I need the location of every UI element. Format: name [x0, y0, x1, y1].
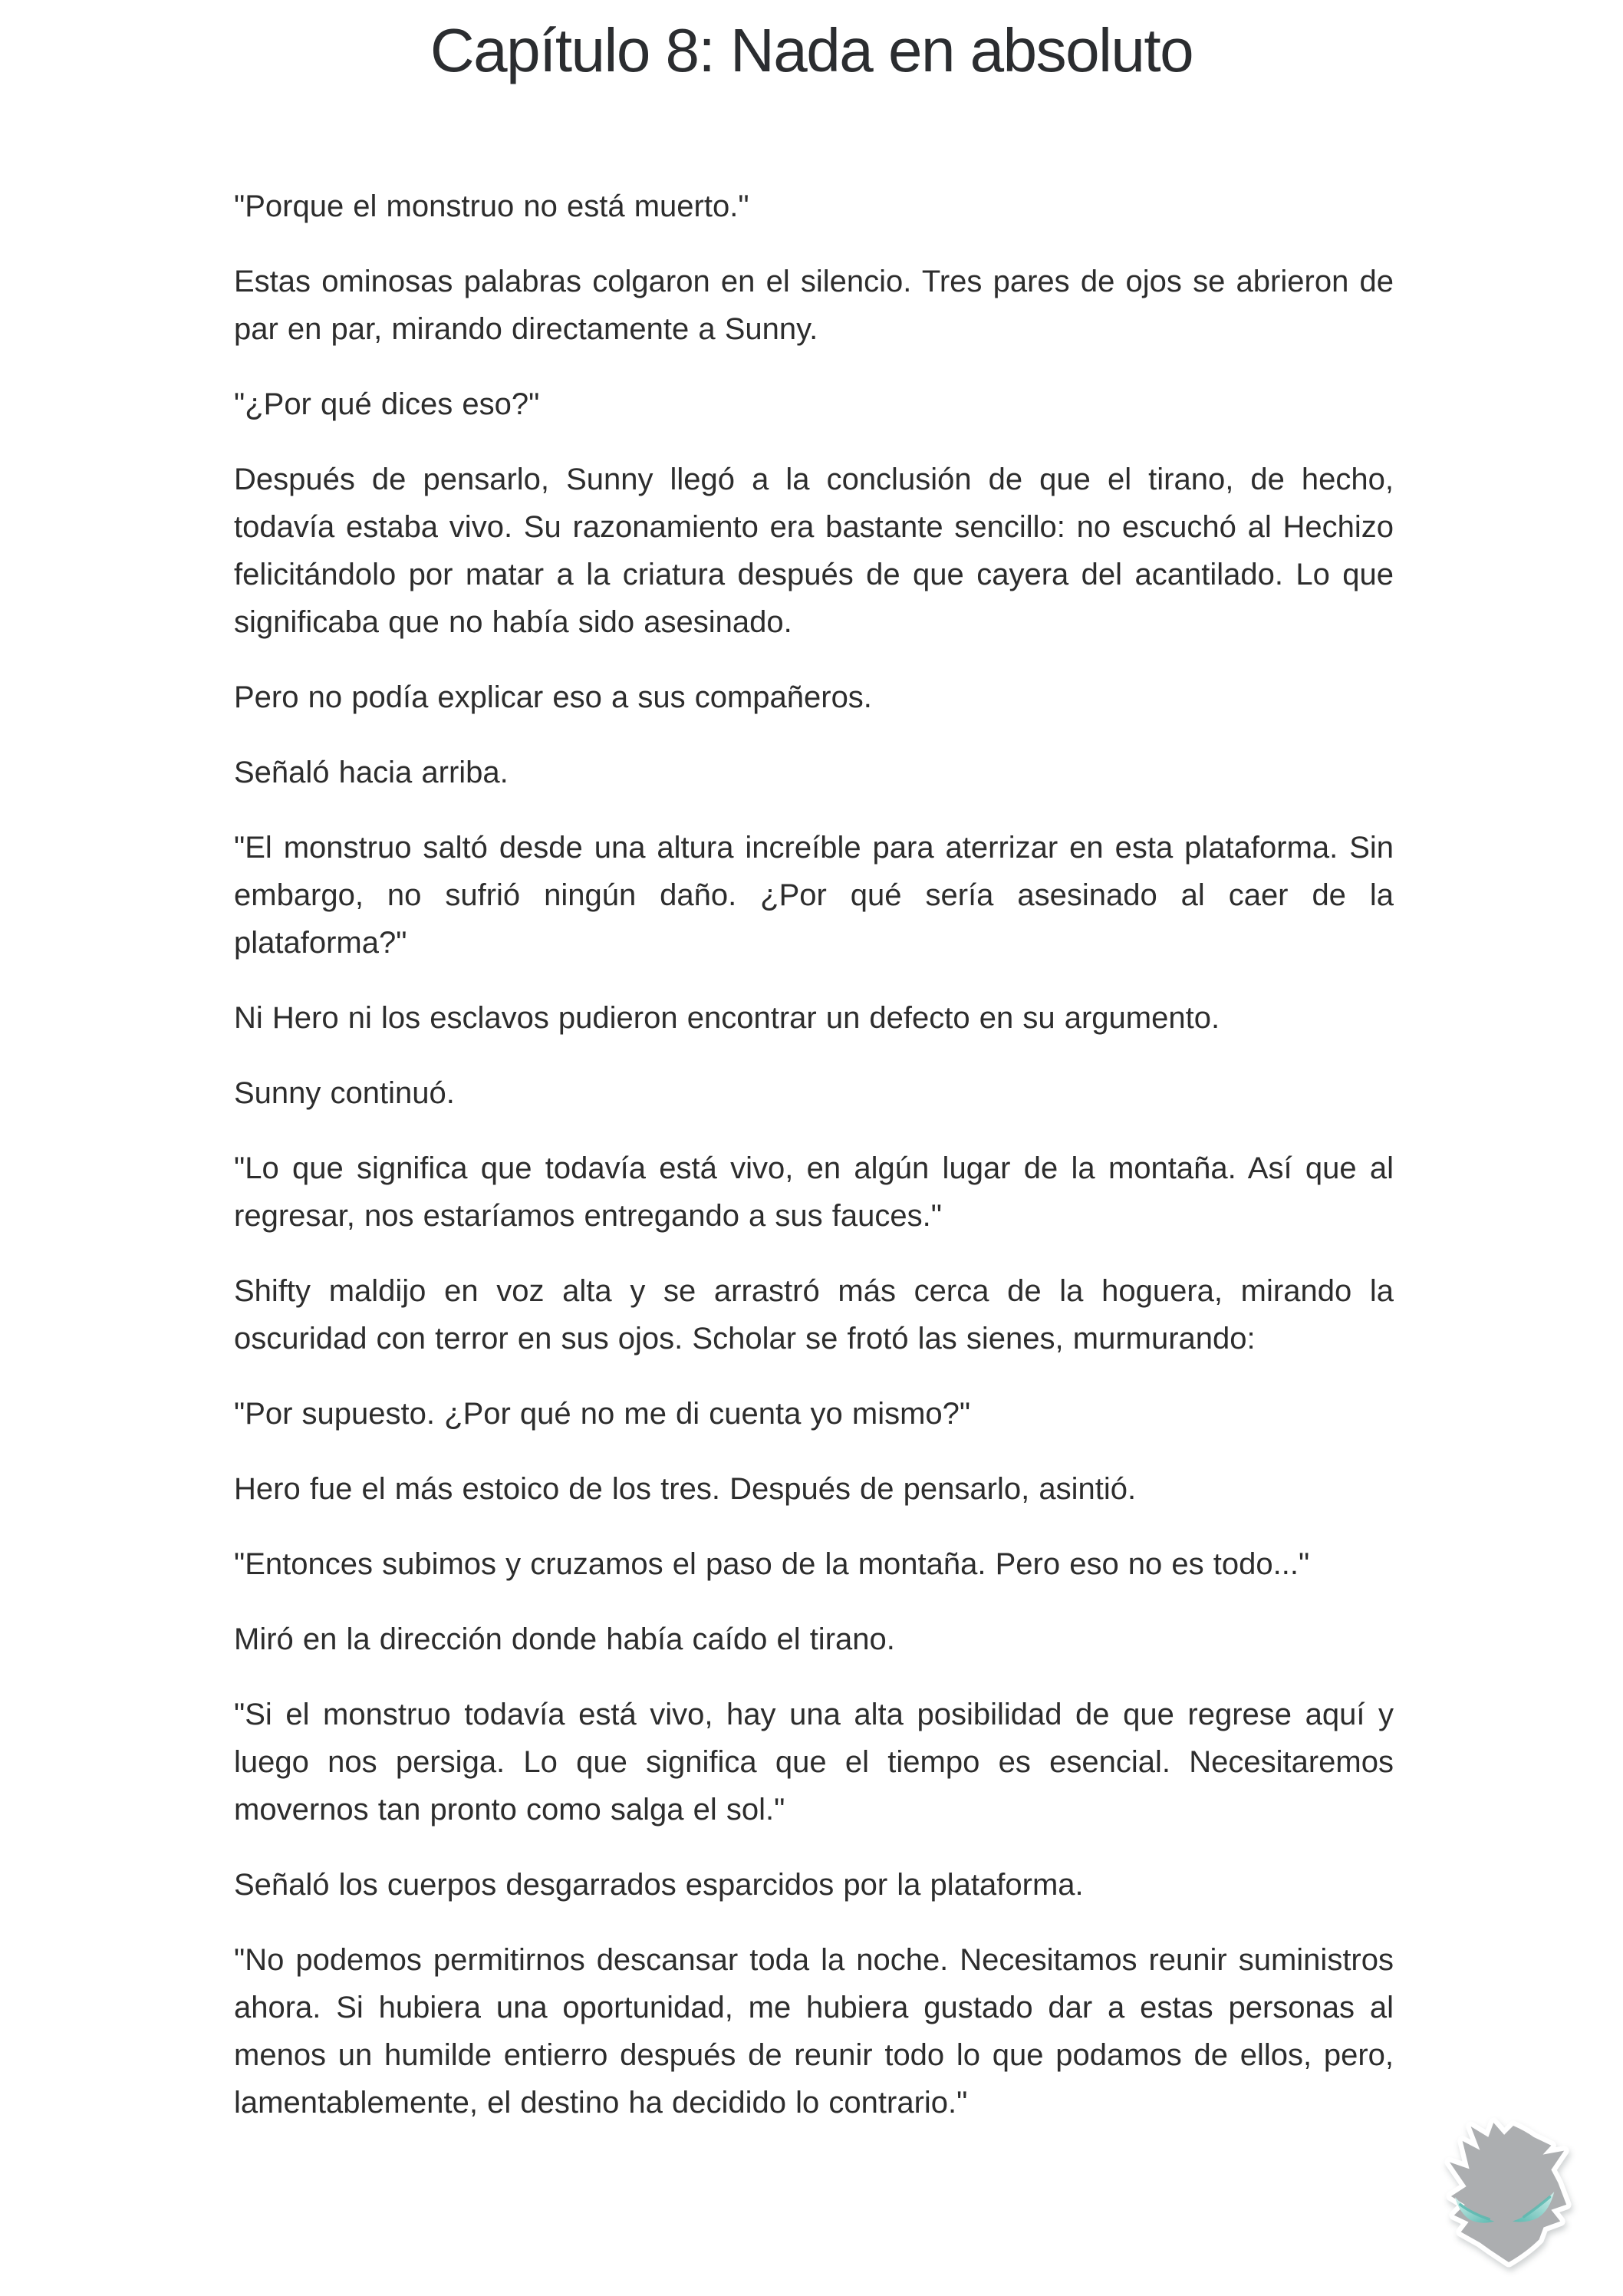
paragraph: Sunny continuó. — [234, 1076, 455, 1110]
paragraph: "¿Por qué dices eso?" — [234, 387, 540, 421]
demon-head-icon — [1442, 2121, 1579, 2273]
paragraph: Señaló hacia arriba. — [234, 756, 509, 789]
paragraph: Señaló los cuerpos desgarrados esparcidos por la plataforma. — [234, 1868, 1084, 1902]
paragraph: "El monstruo saltó desde una altura increíble para aterrizar en esta plataforma. Sin embargo, no sufrió ningún daño. ¿Por qué sería asesinado al caer de la plataforma?" — [234, 831, 1394, 960]
paragraph: Ni Hero ni los esclavos pudieron encontrar un defecto en su argumento. — [234, 1001, 1220, 1035]
paragraph: Después de pensarlo, Sunny llegó a la conclusión de que el tirano, de hecho, todavía estaba vivo. Su razonamiento era bastante sencillo: no escuchó al Hechizo felicitándolo por matar a la criatura después de que cayera del acantilado. Lo que significaba que no había sido asesinado. — [234, 463, 1394, 639]
paragraph: "Si el monstruo todavía está vivo, hay una alta posibilidad de que regrese aquí y luego nos persiga. Lo que significa que el tiempo es esencial. Necesitaremos movernos tan pronto como salga el sol." — [234, 1698, 1394, 1827]
paragraph: Shifty maldijo en voz alta y se arrastró más cerca de la hoguera, mirando la oscuridad con terror en sus ojos. Scholar se frotó las sienes, murmurando: — [234, 1274, 1394, 1356]
paragraph: Pero no podía explicar eso a sus compañeros. — [234, 680, 872, 714]
paragraph: "Por supuesto. ¿Por qué no me di cuenta yo mismo?" — [234, 1397, 971, 1431]
paragraph: "Entonces subimos y cruzamos el paso de la montaña. Pero eso no es todo..." — [234, 1547, 1310, 1581]
paragraph: Hero fue el más estoico de los tres. Después de pensarlo, asintió. — [234, 1472, 1137, 1506]
chapter-body — [234, 183, 1394, 2154]
paragraph: "No podemos permitirnos descansar toda la noche. Necesitamos reunir suministros ahora. Si hubiera una oportunidad, me hubiera gustado dar a estas personas al menos un humilde entierro después de reunir todo lo que podamos de ellos, pero, lamentablemente, el destino ha decidido lo contrario." — [234, 1943, 1394, 2120]
paragraph: Estas ominosas palabras colgaron en el silencio. Tres pares de ojos se abrieron de par en par, mirando directamente a Sunny. — [234, 265, 1394, 346]
chapter-title: Capítulo 8: Nada en absoluto — [430, 16, 1193, 84]
paragraph: "Lo que significa que todavía está vivo, en algún lugar de la montaña. Así que al regresar, nos estaríamos entregando a sus fauces." — [234, 1151, 1394, 1233]
publisher-logo — [1442, 2121, 1579, 2273]
paragraph: "Porque el monstruo no está muerto." — [234, 189, 749, 223]
paragraph: Miró en la dirección donde había caído el tirano. — [234, 1622, 895, 1656]
demon-head-silhouette — [1450, 2123, 1566, 2262]
